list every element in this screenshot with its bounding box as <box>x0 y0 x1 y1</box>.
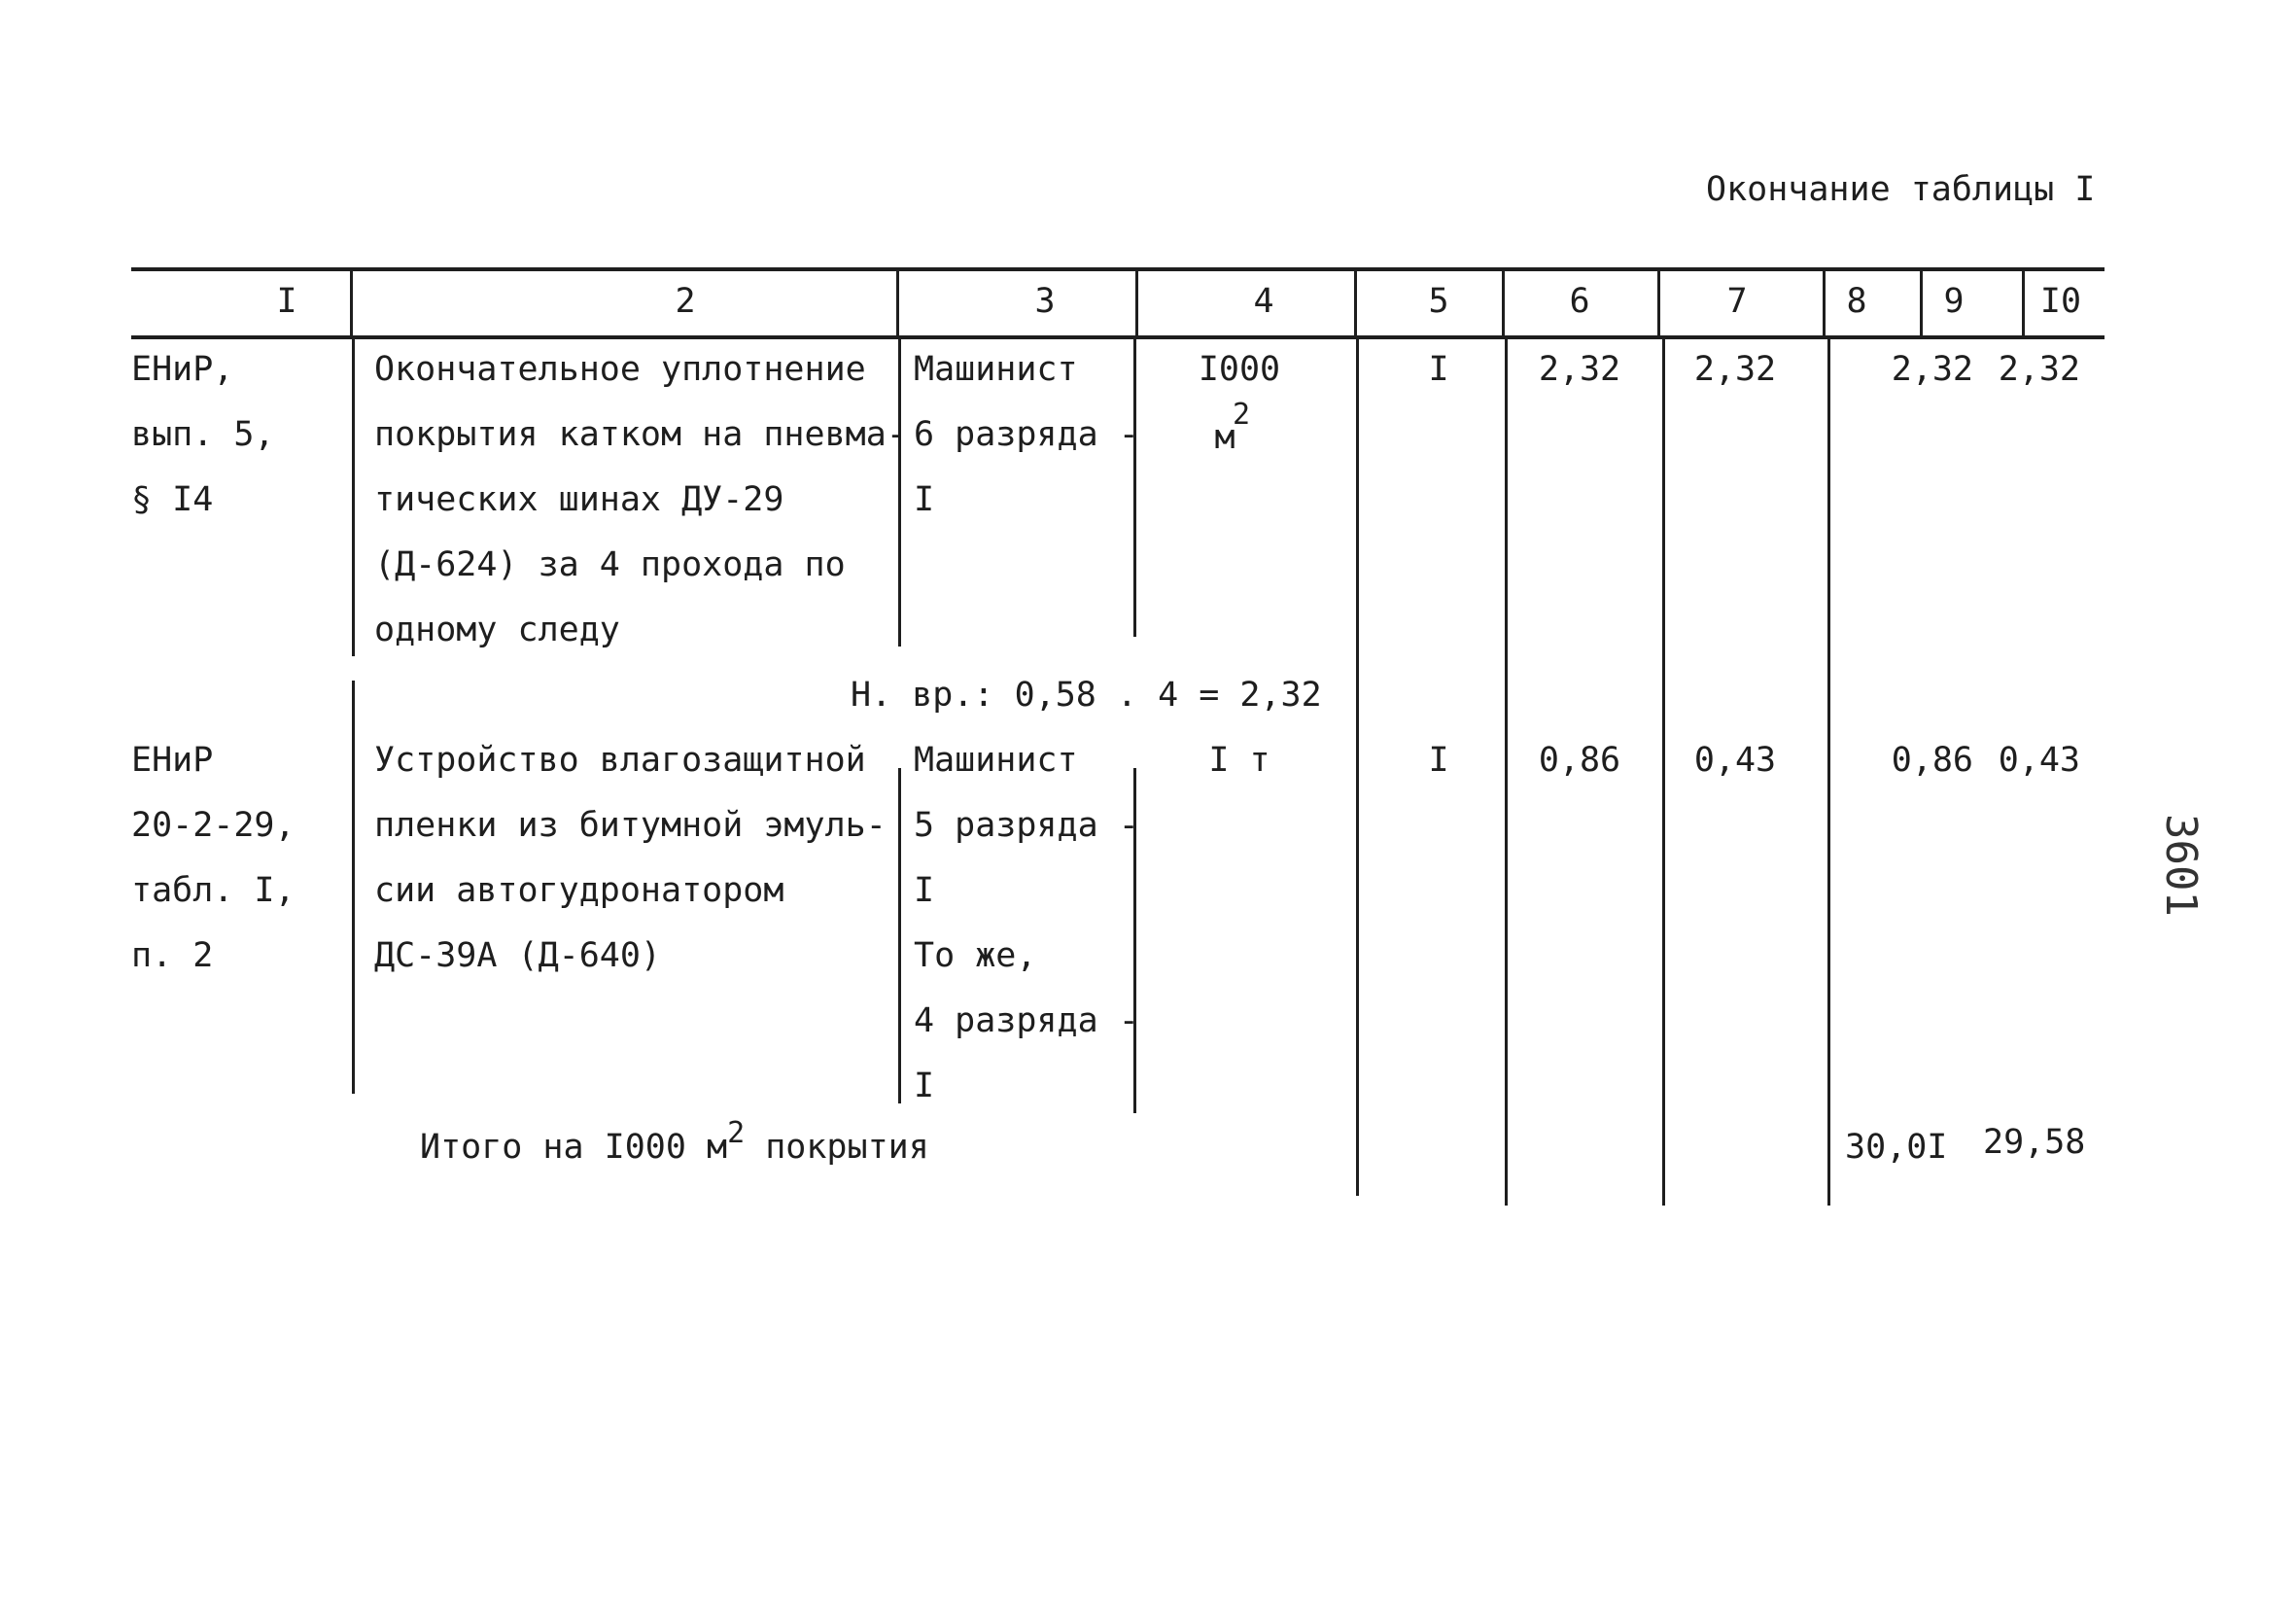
work-line: сии автогудронатором <box>374 871 784 910</box>
unit-value: I000 <box>1198 350 1281 389</box>
unit-letter: м <box>1214 418 1235 457</box>
header-divider <box>896 269 899 335</box>
crew-line: I <box>914 871 935 910</box>
header-divider <box>350 269 353 335</box>
column-header: 2 <box>675 282 696 321</box>
column-divider <box>1505 335 1508 1206</box>
column-header: 4 <box>1253 282 1274 321</box>
total-label-suffix: покрытия <box>745 1128 929 1167</box>
header-divider <box>1657 269 1660 335</box>
rate-note: Н. вр.: 0,58 . 4 = 2,32 <box>851 676 1322 715</box>
work-line: Окончательное уплотнение <box>374 350 866 389</box>
crew-line: 4 разряда - <box>914 1001 1139 1040</box>
header-divider <box>1823 269 1826 335</box>
source-line: п. 2 <box>131 936 214 975</box>
table-caption: Окончание таблицы I <box>1706 170 2096 209</box>
column-header: 5 <box>1428 282 1449 321</box>
work-line: тических шинах ДУ-29 <box>374 480 784 519</box>
header-divider <box>1354 269 1357 335</box>
total-label-prefix: Итого на I000 м <box>420 1128 728 1167</box>
column-divider <box>1827 335 1830 1206</box>
header-bottom-rule <box>131 335 2105 339</box>
work-line: Устройство влагозащитной <box>374 741 866 780</box>
total-col8: 30,0I <box>1845 1128 1948 1167</box>
crew-line: Машинист <box>914 350 1078 389</box>
crew-line: 5 разряда - <box>914 806 1139 845</box>
header-divider <box>1920 269 1923 335</box>
unit-superscript: 2 <box>1233 398 1251 432</box>
column-divider <box>1356 335 1359 1196</box>
col6-value: 0,86 <box>1538 741 1621 780</box>
crew-line: Машинист <box>914 741 1078 780</box>
header-divider <box>1502 269 1505 335</box>
total-label-superscript: 2 <box>727 1116 746 1150</box>
header-divider <box>1135 269 1138 335</box>
col7-value: 0,43 <box>1693 741 1777 780</box>
crew-line: I <box>914 480 935 519</box>
work-line: покрытия катком на пневма- <box>374 415 907 454</box>
source-line: § I4 <box>131 480 214 519</box>
col7-value: 2,32 <box>1693 350 1777 389</box>
col5-value: I <box>1428 350 1449 389</box>
column-header: 8 <box>1846 282 1867 321</box>
column-header: I <box>276 282 297 321</box>
column-header: I0 <box>2039 282 2082 321</box>
column-header: 9 <box>1943 282 1965 321</box>
column-divider <box>898 768 901 1103</box>
col10-value: 0,43 <box>1998 741 2080 780</box>
work-line: пленки из битумной эмуль- <box>374 806 887 845</box>
column-header: 3 <box>1034 282 1056 321</box>
crew-line: I <box>914 1067 935 1105</box>
column-divider <box>1133 335 1136 637</box>
unit-value: I т <box>1208 741 1270 780</box>
source-line: вып. 5, <box>131 415 275 454</box>
column-header: 7 <box>1726 282 1748 321</box>
column-divider <box>352 335 355 656</box>
column-divider <box>1662 335 1665 1206</box>
work-line: ДС-39А (Д-640) <box>374 936 662 975</box>
total-col10: 29,58 <box>1983 1123 2086 1162</box>
col5-value: I <box>1428 741 1449 780</box>
source-line: табл. I, <box>131 871 296 910</box>
work-line: одному следу <box>374 611 620 649</box>
source-line: 20-2-29, <box>131 806 296 845</box>
col6-value: 2,32 <box>1538 350 1621 389</box>
page-number: 3601 <box>2156 814 2206 917</box>
source-line: ЕНиР, <box>131 350 234 389</box>
source-line: ЕНиР <box>131 741 214 780</box>
col10-value: 2,32 <box>1998 350 2080 389</box>
col9-value: 0,86 <box>1891 741 1973 780</box>
header-divider <box>2022 269 2025 335</box>
total-label <box>420 1116 929 1169</box>
crew-line: 6 разряда - <box>914 415 1139 454</box>
column-divider <box>898 335 901 647</box>
column-header: 6 <box>1569 282 1590 321</box>
header-top-rule <box>131 267 2105 271</box>
column-divider <box>352 681 355 1094</box>
work-line: (Д-624) за 4 прохода по <box>374 545 846 584</box>
col9-value: 2,32 <box>1891 350 1973 389</box>
crew-line: То же, <box>914 936 1037 975</box>
